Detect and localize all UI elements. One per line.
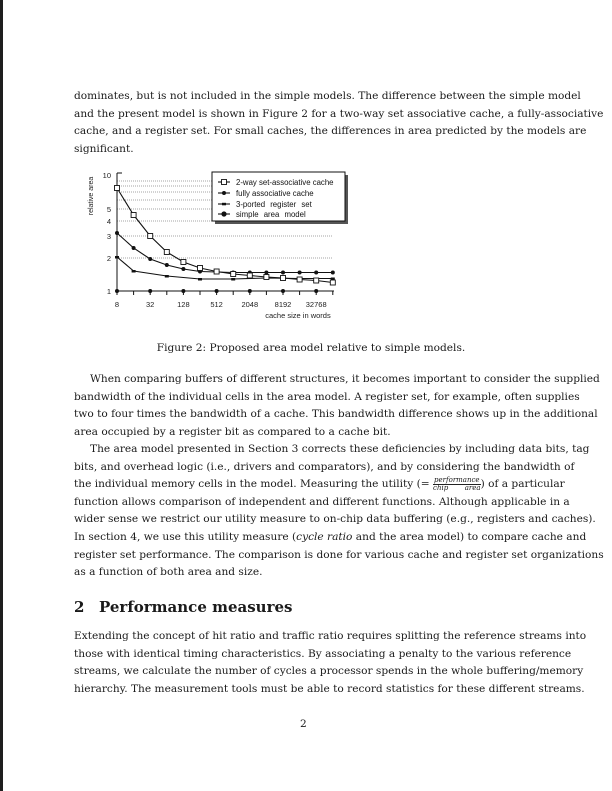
x-axis-title: cache size in words bbox=[265, 311, 331, 320]
emphasis-cycle-ratio: cycle ratio bbox=[296, 530, 353, 543]
svg-text:32768: 32768 bbox=[305, 300, 327, 309]
text-line: those with identical timing characteristics. By associating a penalty to the various reference bbox=[74, 647, 572, 660]
svg-text:8: 8 bbox=[114, 300, 120, 309]
legend-fully-assoc: fully associative cache bbox=[236, 189, 314, 198]
page-number: 2 bbox=[300, 718, 307, 730]
svg-text:32: 32 bbox=[146, 300, 155, 309]
svg-text:512: 512 bbox=[210, 300, 223, 309]
svg-text:1: 1 bbox=[106, 287, 111, 296]
text-line-with-fraction: the individual memory cells in the model. Measuring the utility (= $\frac{\text{performance}}{\text{chip area}}$ ) of a particular bbox=[74, 475, 565, 492]
text-line: bandwidth of the individual cells in the area model. A register set, for example, often supplies bbox=[74, 390, 580, 403]
y-tick-labels bbox=[103, 171, 111, 296]
legend-register-set: 3-ported register set bbox=[236, 200, 312, 209]
text-line: cache, and a register set. For small caches, the differences in area predicted by the models are bbox=[74, 125, 587, 138]
svg-text:3: 3 bbox=[106, 232, 111, 241]
text-line: as a function of both area and size. bbox=[74, 566, 263, 579]
text-line: significant. bbox=[74, 142, 134, 155]
text-line: When comparing buffers of different structures, it becomes important to consider the supplied bbox=[90, 373, 600, 385]
scan-left-edge bbox=[0, 0, 3, 791]
svg-text:10: 10 bbox=[102, 171, 111, 180]
text-line: area occupied by a register bit as compared to a cache bit. bbox=[74, 425, 391, 438]
text-line-with-emphasis: In section 4, we use this utility measure (cycle ratio and the area model) to compare cache and bbox=[74, 530, 587, 543]
text-line: hierarchy. The measurement tools must be able to record statistics for these different streams. bbox=[74, 682, 585, 695]
svg-text:128: 128 bbox=[177, 300, 190, 309]
text-line: and the present model is shown in Figure 2 for a two-way set associative cache, a fully-associative bbox=[74, 107, 604, 120]
text-line: The area model presented in Section 3 corrects these deficiencies by including data bits, tag bbox=[90, 443, 590, 455]
svg-text:4: 4 bbox=[106, 217, 111, 226]
x-tick-labels bbox=[115, 300, 327, 309]
text-line: Extending the concept of hit ratio and traffic ratio requires splitting the reference streams into bbox=[74, 630, 587, 642]
paragraph-area-model bbox=[74, 441, 604, 582]
figure-2-chart bbox=[60, 168, 360, 328]
series-simple-area-model bbox=[115, 289, 333, 293]
text-line: two to four times the bandwidth of a cache. This bandwidth difference shows up in the additional bbox=[74, 408, 598, 421]
paragraph-bandwidth bbox=[74, 371, 600, 441]
legend-simple-model: simple area model bbox=[236, 210, 306, 219]
svg-text:2048: 2048 bbox=[241, 300, 259, 309]
section-number: 2 bbox=[74, 598, 85, 616]
section-title: Performance measures bbox=[99, 598, 293, 616]
text-line: streams, we calculate the number of cycles a processor spends in the whole buffering/memory bbox=[74, 665, 584, 678]
svg-text:8192: 8192 bbox=[274, 300, 292, 309]
text-line: dominates, but is not included in the simple models. The difference between the simple model bbox=[74, 90, 581, 102]
utility-fraction: $\frac{\text{performance}}{\text{chip area}}$ bbox=[433, 475, 481, 492]
chart-legend bbox=[212, 172, 348, 224]
y-axis-title: relative area bbox=[88, 176, 95, 216]
legend-2-way: 2-way set-associative cache bbox=[236, 178, 334, 187]
svg-text:2: 2 bbox=[106, 254, 111, 263]
paragraph-performance bbox=[74, 628, 587, 698]
text-line: wider sense we restrict our utility measure to on-chip data buffering (e.g., registers and caches). bbox=[74, 513, 596, 526]
section-heading bbox=[74, 598, 292, 616]
paragraph-intro bbox=[74, 88, 604, 158]
figure-caption: Figure 2: Proposed area model relative to simple models. bbox=[156, 342, 466, 354]
text-line: register set performance. The comparison is done for various cache and register set organizations bbox=[74, 548, 604, 561]
svg-text:5: 5 bbox=[106, 205, 111, 214]
text-line: bits, and overhead logic (i.e., drivers and comparators), and by considering the bandwidth of bbox=[74, 460, 575, 473]
text-line: function allows comparison of independent and different functions. Although applicable in a bbox=[74, 495, 570, 508]
